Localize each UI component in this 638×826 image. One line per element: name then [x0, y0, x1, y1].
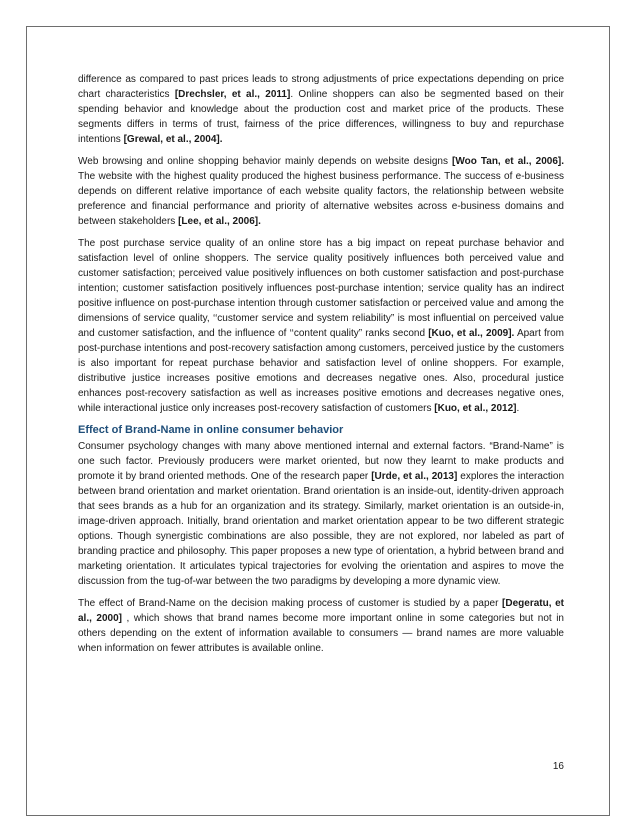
citation-urde-2013: [Urde, et al., 2013]	[371, 471, 458, 482]
citation-drechsler-2011: [Drechsler, et al., 2011]	[174, 89, 291, 100]
paragraph-website-design	[78, 154, 564, 229]
citation-woo-tan-2006: [Woo Tan, et al., 2006].	[452, 156, 564, 167]
paragraph-service-quality	[78, 236, 564, 416]
citation-grewal-2004: [Grewal, et al., 2004].	[123, 134, 223, 145]
citation-lee-2006: [Lee, et al., 2006].	[178, 216, 261, 227]
paragraph-brand-orientation	[78, 439, 564, 589]
citation-degeratu-2000: [Degeratu, et al., 2000]	[78, 598, 564, 624]
text-span: The website with the highest quality produced the highest business performance. The success of e-business depends on different relative importance of each website quality factors, the relationship between website preference and financial performance and priority of alternative websites across e-business domains and between stakeholders	[78, 171, 564, 227]
text-span: Apart from post-purchase intentions and post-recovery satisfaction among customers, perceived justice by the customers is also important for repeat purchase behavior and satisfaction level of online shoppers. For example, distributive justice increases positive emotions and decreases negative ones. Also, procedural justice enhances post-recovery satisfaction as well as increases positive emotions and decreases negative ones, while interactional justice only increases post-recovery satisfaction of customers	[78, 328, 564, 414]
text-span: .	[516, 403, 520, 414]
paragraph-brand-name-effect	[78, 596, 564, 656]
citation-kuo-2012: [Kuo, et al., 2012]	[434, 403, 517, 414]
text-span: , which shows that brand names become more important online in some categories but not in others depending on the extent of information available to consumers — brand names are more valuable when information on fewer attributes is available online.	[78, 613, 564, 654]
text-span: The post purchase service quality of an online store has a big impact on repeat purchase behavior and satisfaction level of online shoppers. The service quality positively influences both perceived value and customer satisfaction; perceived value positively influences on both customer satisfaction and post-purchase intention; customer satisfaction positively influences post-purchase intention; service quality has an indirect positive influence on post-purchase intention through customer satisfaction or perceived value and among the dimensions of service quality, ‘‘customer service and system reliability” is most influential on perceived value and customer satisfaction, and the influence of ‘‘content quality” ranks second	[78, 238, 564, 339]
page-number: 16	[552, 761, 564, 772]
text-span: Web browsing and online shopping behavior mainly depends on website designs	[78, 156, 453, 167]
text-span: Consumer psychology changes with many above mentioned internal and external factors. “Brand-Name” is one such factor. Previously producers were market oriented, but now they learnt to make products and promote it by brand oriented methods. One of the research paper	[78, 441, 564, 482]
text-span: explores the interaction between brand orientation and market orientation. Brand orientation is an inside-out, identity-driven approach that sees brands as a hub for an organization and its strategy. Similarly, market orientation is an outside-in, image-driven approach. Initially, brand orientation and market orientation appear to be two different strategic options. Though synergistic combinations are also possible, they are not explored, nor labeled as part of branding practice and philosophy. This paper proposes a new type of orientation, a hybrid between brand and marketing orientation. It articulates typical trajectories for evolving the orientation and aspires to move the discussion from the tug-of-war between the two paradigms by developing a more dynamic view.	[78, 471, 565, 587]
section-heading: Effect of Brand-Name in online consumer behavior	[78, 424, 344, 436]
page-content	[78, 72, 564, 663]
text-span: The effect of Brand-Name on the decision making process of customer is studied by a paper	[78, 598, 503, 609]
citation-kuo-2009: [Kuo, et al., 2009].	[428, 328, 515, 339]
paragraph-price-segments	[78, 72, 564, 147]
text-span: . Online shoppers can also be segmented based on their spending behavior and knowledge about the production cost and market price of the products. These segments differs in terms of trust, fairness of the price differences, willingness to buy and repurchase intentions	[78, 89, 565, 145]
text-span: difference as compared to past prices leads to strong adjustments of price expectations depending on price chart characteristics	[78, 74, 564, 100]
